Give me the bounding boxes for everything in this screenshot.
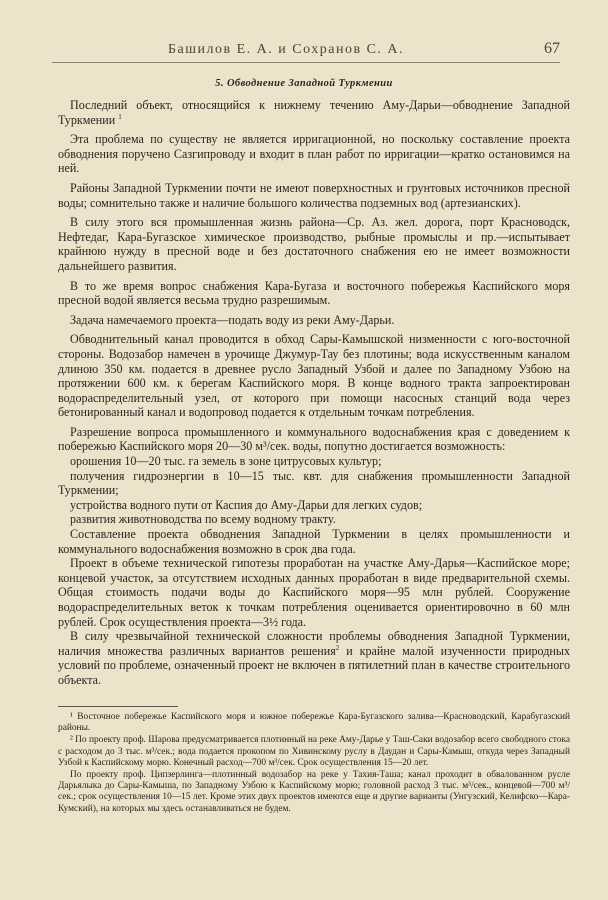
footnote-marker-1: 1 [118, 112, 122, 121]
footnote-marker-2: 2 [335, 643, 340, 652]
page-number: 67 [544, 40, 560, 57]
running-head: Башилов Е. А. и Сохранов С. А. [167, 42, 405, 57]
paragraph-1-text: Последний объект, относящийся к нижнему течению Аму-Дарьи—обводнение Западной Туркмении [58, 98, 570, 127]
list-item: устройства водного пути от Каспия до Аму-Дарьи для легких судов; [70, 497, 423, 512]
section-heading: 5. Обводнение Западной Туркмении [215, 78, 393, 89]
paragraph-7: Обводнительный канал проводится в обход Сары-Камышской низменности с юго-восточной стороны. Водозабор намечен в урочище Джумур-Тау без плотины; вода искусственным каналом длиною 350 км. подается в древнее русло Западный Узбой и далее по Западному Узбою на протяжении 600 км. к берегам Каспийского моря. В конце водного тракта запроектирован водораспределительный узел, от которого при помощи насосных станций вода через бетонированный канал и водопровод подается к отдельным точкам потребления. [58, 332, 570, 420]
footnote-1: ¹ Восточное побережье Каспийского моря и южное побережье Кара-Бугазского залива—Красноводский, Карабугазский районы. [58, 712, 570, 734]
paragraph-1 [58, 98, 570, 127]
paragraph-2: Эта проблема по существу не является ирригационной, но поскольку составление проекта обводнения поручено Сазгипроводу и входит в план работ по ирригации—кратко остановимся на ней. [58, 132, 570, 176]
list-item: развития животноводства по всему водному тракту. [70, 512, 336, 527]
paragraph-4: В силу этого вся промышленная жизнь района—Ср. Аз. жел. дорога, порт Красноводск, Нефтедаг, Кара-Бугазское химическое производство, рыбные промыслы и пр.—испытывает крайнюю нужду в пресной воде и без достаточного снабжения ею не имеет возможности дальнейшего развития. [58, 215, 570, 273]
paragraph-3: Районы Западной Туркмении почти не имеют поверхностных и грунтовых источников пресной воды; сомнительно также и наличие большого количества подземных вод (артезианских). [58, 180, 570, 210]
paragraph-5: В то же время вопрос снабжения Кара-Бугаза и восточного побережья Каспийского моря пресной водой является весьма трудно разрешимым. [58, 278, 570, 308]
footnotes [58, 712, 570, 816]
list-item: орошения 10—20 тыс. га земель в зоне цитрусовых культур; [70, 454, 382, 469]
paragraph-11-text-a: В силу чрезвычайной технической сложности проблемы обводнения Западной Туркмении, наличия множества различных вариантов решения [58, 629, 570, 658]
paragraph-9: Составление проекта обводнения Западной Туркмении в целях промышленности и коммунального водоснабжения возможно в срок два года. [58, 527, 570, 556]
page-header [52, 40, 560, 63]
paragraph-11-text-b: и крайне малой изученности природных условий по проблеме, означенный проект не включен в пятилетний план в качестве строительного объекта. [58, 643, 570, 687]
paragraph-8: Разрешение вопроса промышленного и коммунального водоснабжения края с доведением к побережью Каспийского моря 20—30 м³/сек. воды, попутно достигается возможность: [58, 424, 570, 454]
footnote-2: ² По проекту проф. Шарова предусматривается плотинный на реке Аму-Дарье у Таш-Саки водозабор всего свободного стока с расходом до 3 тыс. м³/сек.; вода подается прокопом по Хивинскому руслу в Даудан и Сары-Камыш, откуда через Западный Узбой к Каспийскому морю. Конечный расход—700 м³/сек. Срок осуществления 15—20 лет. [58, 735, 570, 768]
benefits-list [58, 454, 570, 527]
paragraph-6: Задача намечаемого проекта—подать воду из реки Аму-Дарьи. [70, 312, 395, 327]
list-item: получения гидроэнергии в 10—15 тыс. квт. для снабжения промышленности Западной Туркмении; [58, 468, 570, 498]
paragraph-10: Проект в объеме технической гипотезы проработан на участке Аму-Дарья—Каспийское море; концевой участок, за отсутствием исходных данных проработан в виде предварительной схемы. Общая стоимость подачи воды до Каспийского моря—95 млн рублей. Сооружение водораспределительных веток к точкам потребления оценивается ориентировочно в 60 млн рублей. Срок осуществления проекта—3½ года. [58, 556, 570, 629]
footnote-divider [58, 706, 178, 707]
body-text [58, 98, 570, 693]
paragraph-11 [58, 629, 570, 687]
footnote-3: По проекту проф. Ципзерлинга—плотинный водозабор на реке у Тахия-Таша; канал проходит в обвалованном русле Дарьялыка до Сары-Камыша, по Западному Узбою к Каспийскому морю; головной расход 3 тыс. м³/сек., концевой—700 м³/сек.; срок осуществления 10—15 лет. Кроме этих двух проектов имеются еще и другие варианты (Унгузский, Келифско—Кара-Кумский), на которых мы здесь останавливаться не будем. [58, 770, 570, 814]
